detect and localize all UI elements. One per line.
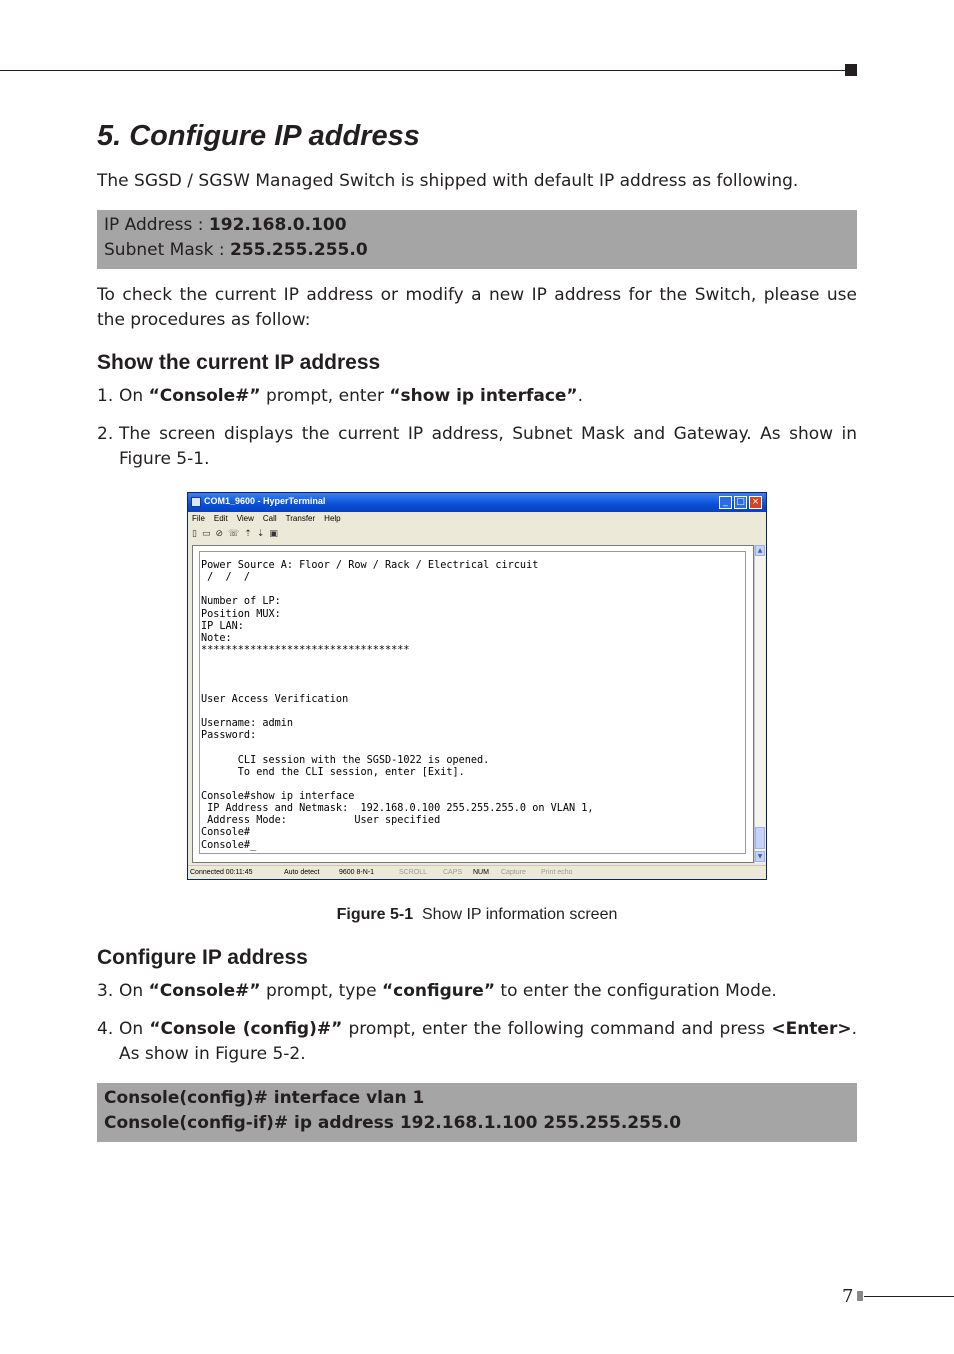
terminal-line (201, 779, 741, 791)
page-number: 7 (842, 1286, 854, 1307)
call-icon[interactable]: ☏ (228, 529, 240, 539)
hyperterminal-icon (191, 497, 201, 507)
step-4 (97, 1017, 857, 1067)
command-line-2: Console(config-if)# ip address 192.168.1.100 255.255.255.0 (104, 1113, 682, 1133)
step-text: On (119, 386, 149, 406)
terminal-line: User Access Verification (201, 693, 349, 705)
terminal-line: Console# (201, 827, 251, 839)
menu-view[interactable]: View (236, 514, 254, 523)
step-bold: “show ip interface” (389, 386, 578, 406)
terminal-line (201, 706, 741, 718)
ip-value: 192.168.0.100 (208, 215, 347, 235)
step-bold: <Enter> (771, 1019, 852, 1039)
menu-file[interactable]: File (192, 514, 205, 523)
vertical-scrollbar[interactable] (754, 545, 765, 863)
default-ip-box (97, 210, 857, 269)
page-heading: 5. Configure IP address (97, 120, 420, 152)
terminal-line: Console#show ip interface (201, 790, 355, 802)
figure-label: Figure 5-1 (336, 906, 414, 923)
status-detect: Auto detect (284, 869, 320, 876)
step-bold: “configure” (382, 981, 495, 1001)
configure-ip-heading: Configure IP address (97, 946, 308, 969)
footer-square-mark (857, 1291, 863, 1301)
status-bar (188, 865, 766, 880)
menu-transfer[interactable]: Transfer (285, 514, 316, 523)
menu-edit[interactable]: Edit (213, 514, 228, 523)
step-bold: “Console (config)#” (149, 1019, 343, 1039)
status-connected: Connected 00:11:45 (190, 869, 253, 876)
menu-help[interactable]: Help (324, 514, 341, 523)
terminal-line (201, 742, 741, 754)
terminal-output (201, 560, 741, 852)
subnet-mask-line (104, 238, 850, 263)
show-ip-heading: Show the current IP address (97, 351, 381, 374)
terminal-line: Power Source A: Floor / Row / Rack / Electrical circuit (201, 560, 539, 571)
command-line-1: Console(config)# interface vlan 1 (104, 1088, 425, 1108)
terminal-line: ********************************** (201, 645, 410, 657)
figure-text: Show IP information screen (422, 906, 618, 923)
intro-paragraph: The SGSD / SGSW Managed Switch is shipped with default IP address as following. (97, 171, 799, 191)
terminal-line: To end the CLI session, enter [Exit]. (201, 766, 465, 778)
terminal-line (201, 657, 741, 669)
step-text: prompt, enter (260, 386, 390, 406)
ip-address-line (104, 213, 850, 238)
step-1 (97, 384, 857, 409)
disconnect-icon[interactable]: ⊘ (215, 529, 224, 539)
step-text: . (577, 386, 584, 406)
status-caps: CAPS (443, 869, 463, 876)
command-box (97, 1083, 857, 1142)
terminal-line (201, 682, 741, 694)
step-3 (97, 979, 857, 1004)
terminal-line: Username: admin (201, 718, 294, 730)
status-capture: Capture (501, 869, 526, 876)
properties-icon[interactable]: ▣ (269, 529, 278, 539)
step-text: The screen displays the current IP address, Subnet Mask and Gateway. As show in Figure 5-1. (119, 424, 857, 469)
step-text: . As show in Figure 5-2. (119, 1019, 857, 1064)
header-rule (0, 70, 845, 71)
header-square-mark (845, 64, 857, 76)
check-paragraph: To check the current IP address or modify a new IP address for the Switch, please use the procedures as follow: (97, 285, 857, 330)
step-text: prompt, enter the following command and press (342, 1019, 772, 1039)
terminal-line: Number of LP: (201, 596, 281, 608)
step-number: 1. (97, 386, 114, 406)
step-text: to enter the configuration Mode. (495, 981, 777, 1001)
ip-label: IP Address : (104, 215, 209, 235)
title-bar (188, 493, 766, 512)
step-number: 2. (97, 424, 114, 444)
scroll-down-icon[interactable]: ▼ (755, 851, 765, 862)
status-scroll: SCROLL (399, 869, 428, 876)
terminal-line: CLI session with the SGSD-1022 is opened. (201, 754, 490, 766)
scroll-thumb[interactable] (755, 827, 765, 849)
scroll-up-icon[interactable]: ▲ (755, 545, 765, 556)
status-echo: Print echo (541, 869, 573, 876)
step-text: On (119, 981, 149, 1001)
hyperterminal-window (187, 492, 767, 880)
menu-bar (192, 514, 350, 526)
step-number: 4. (97, 1019, 114, 1039)
step-number: 3. (97, 981, 114, 1001)
mask-label: Subnet Mask : (104, 240, 230, 260)
step-2 (97, 422, 857, 472)
terminal-line: Note: (201, 632, 232, 644)
terminal-line: Password: (201, 730, 257, 742)
close-button[interactable]: × (749, 496, 762, 509)
footer-rule (864, 1296, 954, 1297)
terminal-line (201, 584, 741, 596)
minimize-button[interactable]: _ (719, 496, 732, 509)
status-params: 9600 8-N-1 (339, 869, 375, 876)
open-icon[interactable]: ▭ (201, 529, 211, 539)
maximize-button[interactable]: □ (734, 496, 747, 509)
step-text: prompt, type (260, 981, 382, 1001)
mask-value: 255.255.255.0 (229, 240, 368, 260)
status-num: NUM (473, 869, 489, 876)
toolbar (192, 529, 283, 541)
terminal-line (201, 669, 741, 681)
receive-icon[interactable]: ⇣ (256, 529, 265, 539)
terminal-line: Position MUX: (201, 608, 281, 620)
terminal-line: Console#_ (201, 839, 257, 851)
new-icon[interactable]: ▯ (192, 529, 197, 539)
menu-call[interactable]: Call (262, 514, 277, 523)
terminal-line: Address Mode: User specified (201, 815, 441, 827)
terminal-line: / / / (201, 572, 251, 584)
step-bold: “Console#” (148, 386, 261, 406)
step-bold: “Console#” (148, 981, 261, 1001)
terminal-line: IP LAN: (201, 620, 244, 632)
send-icon[interactable]: ⇡ (244, 529, 252, 539)
figure-caption (0, 906, 954, 924)
terminal-line: IP Address and Netmask: 192.168.0.100 255.255.255.0 on VLAN 1, (201, 803, 594, 815)
window-title: COM1_9600 - HyperTerminal (204, 496, 326, 506)
step-text: On (119, 1019, 150, 1039)
